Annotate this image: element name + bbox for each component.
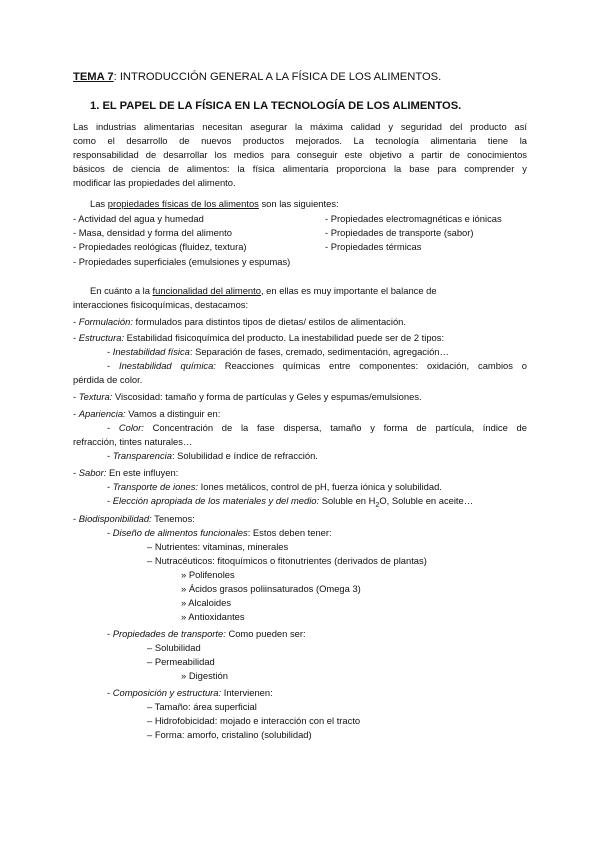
intro-line: como el desarrollo de nuevos productos mejorados. La tecnología alimentaria tiene la [73,135,527,146]
item-transparencia: - Transparencia: Solubilidad e índice de refracción. [107,450,318,461]
item-estructura: - Estructura: Estabilidad fisicoquímica del producto. La inestabilidad puede ser de 2 tipos: [73,332,445,343]
tema-title: INTRODUCCIÓN GENERAL A LA FÍSICA DE LOS ALIMENTOS. [116,71,442,83]
item-formulacion: - Formulación: formulados para distintos tipos de dietas/ estilos de alimentación. [73,316,406,327]
nutraceutico-item: » Antioxidantes [181,611,245,622]
item-color: - Color: Concentración de la fase dispersa, tamaño y forma de partícula, índice de [107,422,527,433]
item-inestabilidad-fisica: - Inestabilidad física: Separación de fases, cremado, sedimentación, agregación… [107,346,449,357]
item-nutrientes: – Nutrientes: vitaminas, minerales [147,541,289,552]
item-color-cont: refracción, tintes naturales… [73,436,193,447]
item-transporte-iones: - Transporte de iones: Iones metálicos, control de pH, fuerza iónica y solubilidad. [107,481,442,492]
property-item: - Propiedades térmicas [325,241,422,252]
intro-line: responsabilidad de desarrollar los medios para conseguir este objetivo a partir de conocimientos [73,149,527,160]
item-diseno-funcionales: - Diseño de alimentos funcionales: Estos deben tener: [107,527,332,538]
intro-line: básicos de ciencia de alimentos: la física alimentaria proporciona la base para comprender y [73,163,527,174]
intro-line: modificar las propiedades del alimento. [73,177,236,188]
property-item: - Actividad del agua y humedad [73,213,204,224]
item-inestabilidad-quimica: - Inestabilidad química: Reacciones químicas entre componentes: oxidación, cambios o [107,360,527,371]
composicion-item: – Hidrofobicidad: mojado e interacción con el tracto [147,715,361,726]
functionality-intro-cont: interacciones fisicoquímicas, destacamos: [73,299,249,310]
property-item: - Propiedades electromagnéticas e iónicas [325,213,502,224]
item-eleccion-materiales: - Elección apropiada de los materiales y del medio: Soluble en $H_2O$, Soluble en aceite… [107,495,474,509]
item-inestabilidad-quimica-cont: pérdida de color. [73,374,143,385]
item-propiedades-transporte: - Propiedades de transporte: Como pueden ser: [107,628,306,639]
item-solubilidad: – Solubilidad [147,642,201,653]
composicion-item: – Tamaño: área superficial [147,701,257,712]
property-item: - Masa, densidad y forma del alimento [73,227,232,238]
property-item: - Propiedades reológicas (fluidez, textura) [73,241,247,252]
item-textura: - Textura: Viscosidad: tamaño y forma de partículas y Geles y espumas/emulsiones. [73,391,422,402]
item-sabor: - Sabor: En este influyen: [73,467,179,478]
functionality-intro: En cuánto a la funcionalidad del alimento, en ellas es muy importante el balance de [90,285,437,296]
tema-label: TEMA 7 [73,71,114,83]
properties-intro: Las propiedades físicas de los alimentos son las siguientes: [90,198,339,209]
nutraceutico-item: » Ácidos grasos poliinsaturados (Omega 3) [181,583,361,594]
document-title: TEMA 7: INTRODUCCIÓN GENERAL A LA FÍSICA DE LOS ALIMENTOS. [73,71,442,83]
item-digestion: » Digestión [181,670,228,681]
property-item: - Propiedades superficiales (emulsiones y espumas) [73,256,291,267]
item-nutraceuticos: – Nutracéuticos: fitoquímicos o fitonutrientes (derivados de plantas) [147,555,427,566]
composicion-item: – Forma: amorfo, cristalino (solubilidad) [147,729,312,740]
item-biodisponibilidad: - Biodisponibilidad: Tenemos: [73,513,195,524]
nutraceutico-item: » Alcaloides [181,597,232,608]
item-permeabilidad: – Permeabilidad [147,656,215,667]
section-heading: 1. EL PAPEL DE LA FÍSICA EN LA TECNOLOGÍA DE LOS ALIMENTOS. [90,100,462,112]
item-composicion-estructura: - Composición y estructura: Intervienen: [107,687,273,698]
property-item: - Propiedades de transporte (sabor) [325,227,474,238]
nutraceutico-item: » Polifenoles [181,569,235,580]
item-apariencia: - Apariencia: Vamos a distinguir en: [73,408,221,419]
intro-line: Las industrias alimentarias necesitan asegurar la máxima calidad y seguridad del producto así [73,121,527,132]
